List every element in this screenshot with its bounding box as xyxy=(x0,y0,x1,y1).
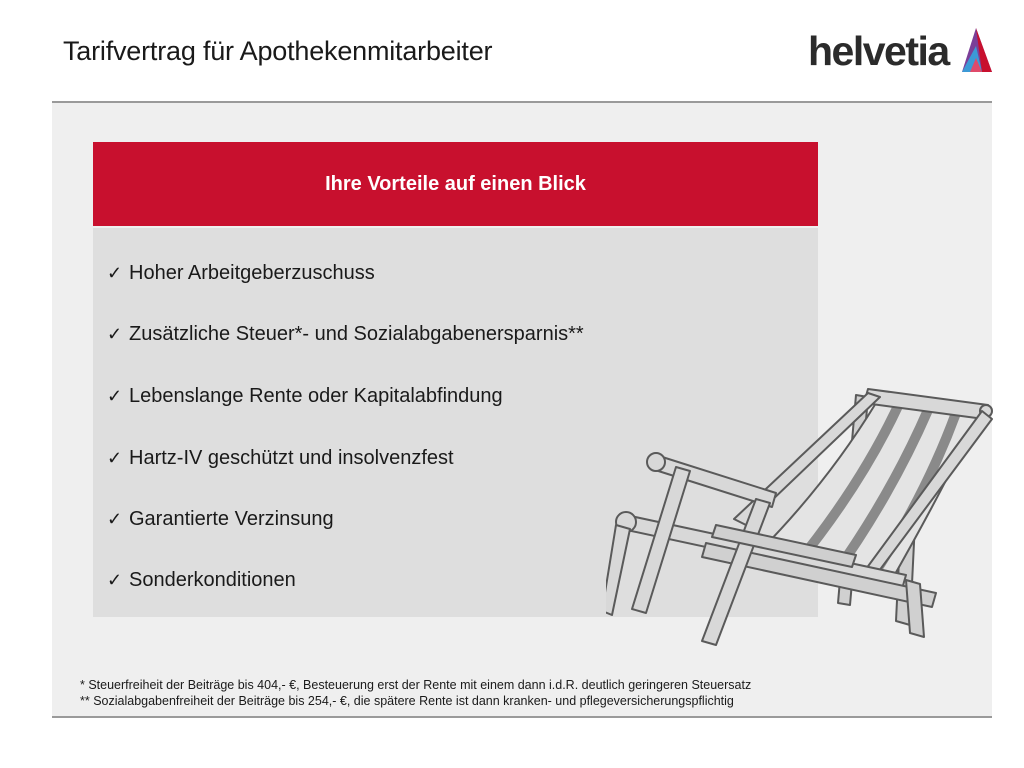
check-icon: ✓ xyxy=(107,570,123,590)
list-item xyxy=(107,508,334,531)
list-item xyxy=(107,385,503,408)
footer-divider xyxy=(52,716,992,718)
list-item-label: Garantierte Verzinsung xyxy=(129,508,334,530)
list-item xyxy=(107,262,375,285)
deck-chair-illustration xyxy=(606,375,996,660)
list-item-label: Hartz-IV geschützt und insolvenzfest xyxy=(129,447,454,469)
slide-title: Tarifvertrag für Apothekenmitarbeiter xyxy=(63,36,493,66)
logo-mountain-icon xyxy=(948,26,994,74)
list-item-label: Lebenslange Rente oder Kapitalabfindung xyxy=(129,385,503,407)
list-item xyxy=(107,569,296,592)
footnotes xyxy=(80,677,751,709)
list-item xyxy=(107,323,584,346)
check-icon: ✓ xyxy=(107,448,123,468)
list-item-label: Sonderkonditionen xyxy=(129,569,296,591)
list-item-label: Zusätzliche Steuer*- und Sozialabgabenersparnis** xyxy=(129,323,584,345)
benefits-header: Ihre Vorteile auf einen Blick xyxy=(93,142,818,226)
helvetia-logo xyxy=(808,26,994,76)
check-icon: ✓ xyxy=(107,324,123,344)
list-item xyxy=(107,447,454,470)
check-icon: ✓ xyxy=(107,386,123,406)
footnote-social: ** Sozialabgabenfreiheit der Beiträge bis 254,- €, die spätere Rente ist dann kranken- und pflegeversicherungspflichtig xyxy=(80,694,734,708)
footnote-tax: * Steuerfreiheit der Beiträge bis 404,- €, Besteuerung erst der Rente mit einem dann i.d.R. deutlich geringeren Steuersatz xyxy=(80,678,752,692)
check-icon: ✓ xyxy=(107,509,123,529)
logo-wordmark: helvetia xyxy=(808,28,949,74)
check-icon: ✓ xyxy=(107,263,123,283)
list-item-label: Hoher Arbeitgeberzuschuss xyxy=(129,262,375,284)
